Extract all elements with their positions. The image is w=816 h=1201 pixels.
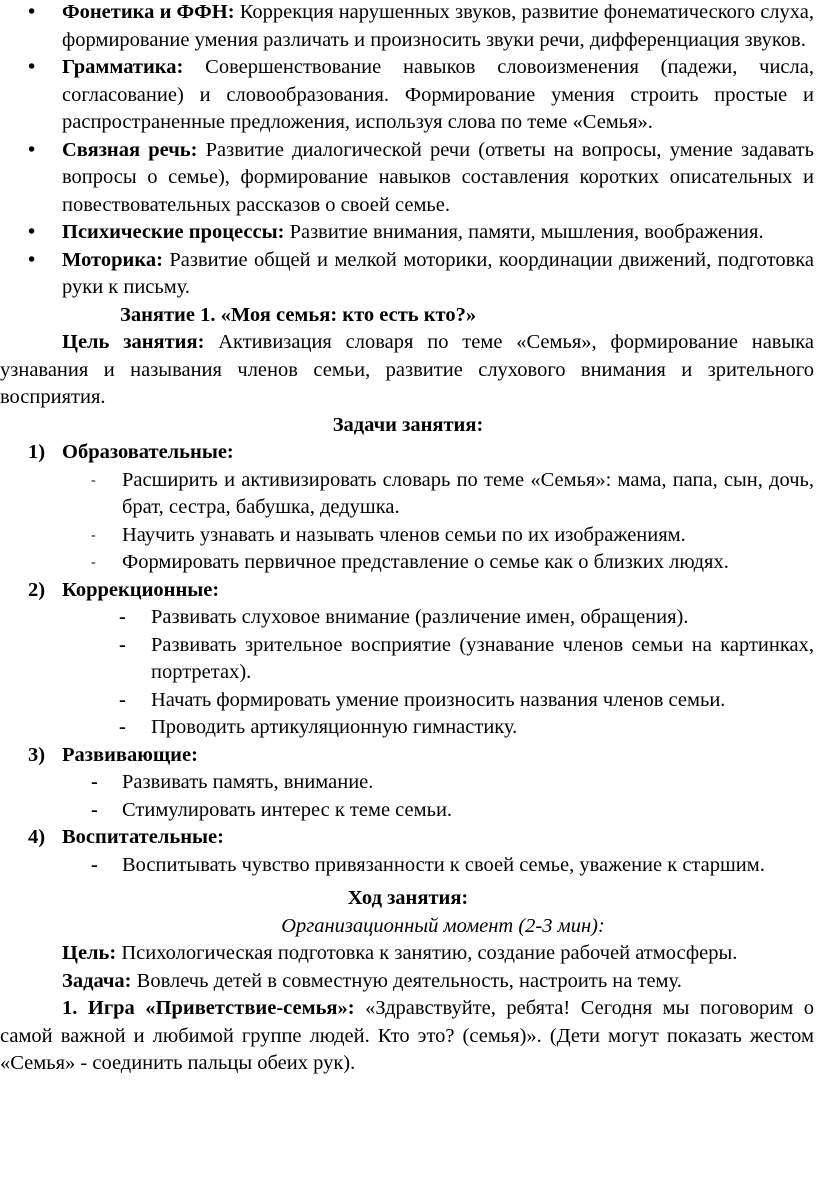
- flow-task-label: Задача:: [62, 969, 132, 992]
- list-item: - Формировать первичное представление о семье как о близких людях.: [0, 549, 816, 577]
- bullet-icon: •: [28, 1, 36, 23]
- tasks-heading: Задачи занятия:: [332, 413, 484, 436]
- goal-text: Развитие диалогической речи (ответы на вопросы, умение задавать вопросы о семье), формирование навыков составления коротких описательных и повествовательных рассказов о своей семье.: [62, 138, 814, 216]
- bullet-icon: •: [28, 56, 36, 78]
- flow-game-label: 1. Игра «Приветствие-семья»:: [62, 997, 355, 1019]
- task-group-upbringing: 4) Воспитательные:: [28, 826, 224, 848]
- flow-game: [0, 995, 816, 1078]
- bullet-icon: •: [28, 138, 36, 161]
- flow-aim: [0, 940, 816, 968]
- list-item: [0, 247, 816, 302]
- list-item: - Научить узнавать и называть членов семьи по их изображениям.: [0, 522, 816, 550]
- aim-text: Активизация словаря по теме «Семья», формирование навыка узнавания и называния членов семьи, развитие слухового внимания и зрительного восприятия.: [0, 331, 815, 408]
- dash-icon: -: [91, 472, 96, 488]
- list-item: [0, 137, 816, 220]
- flow-stage: Организационный момент (2-3 мин):: [281, 914, 605, 937]
- task-group-educational: 1) Образовательные:: [28, 441, 234, 463]
- flow-task: [0, 968, 816, 996]
- list-item: - Развивать память, внимание.: [0, 769, 816, 797]
- list-item: - Развивать слуховое внимание (различение имен, обращения).: [0, 604, 816, 632]
- list-item: - Расширить и активизировать словарь по теме «Семья»: мама, папа, сын, дочь, брат, сестра, бабушка, дедушка.: [91, 468, 814, 518]
- goal-text: Развитие внимания, памяти, мышления, воображения.: [284, 221, 764, 243]
- bullet-icon: •: [28, 248, 36, 271]
- lesson-title: Занятие 1. «Моя семья: кто есть кто?»: [120, 303, 477, 326]
- goal-label: Психические процессы:: [62, 221, 285, 243]
- goals-list: [0, 0, 816, 302]
- dash-icon: -: [91, 853, 98, 876]
- dash-icon: -: [119, 716, 126, 738]
- goal-label: Связная речь:: [62, 138, 198, 161]
- flow-aim-label: Цель:: [62, 942, 117, 964]
- task-group-developmental: 3) Развивающие:: [28, 743, 198, 766]
- list-item: - Стимулировать интерес к теме семьи.: [0, 797, 816, 825]
- flow-game-text: «Здравствуйте, ребята! Сегодня мы поговорим о самой важной и любимой группе людей. Кто это? (семья)». (Дети могут показать жестом «Семья» - соединить пальцы обеих рук).: [0, 997, 814, 1074]
- flow-heading: Ход занятия:: [347, 887, 469, 909]
- dash-icon: -: [91, 555, 96, 570]
- dash-icon: -: [91, 798, 98, 821]
- list-item: - Проводить артикуляционную гимнастику.: [0, 714, 816, 742]
- flow-task-text: Вовлечь детей в совместную деятельность, настроить на тему.: [131, 969, 682, 992]
- goal-label: Моторика:: [62, 248, 163, 271]
- dash-icon: -: [91, 527, 96, 543]
- dash-icon: -: [119, 633, 126, 656]
- goal-text: Совершенствование навыков словоизменения (падежи, числа, согласование) и словообразования. Формирование умения строить простые и распространенные предложения, используя слова по теме «Семья».: [62, 56, 814, 133]
- dash-icon: -: [91, 771, 98, 793]
- list-item: [0, 0, 816, 54]
- lesson-aim: [0, 329, 816, 412]
- list-item: - Воспитывать чувство привязанности к своей семье, уважение к старшим.: [0, 852, 816, 880]
- list-item: - Начать формировать умение произносить названия членов семьи.: [0, 687, 816, 715]
- aim-label: Цель занятия:: [62, 331, 205, 353]
- goal-text: Развитие общей и мелкой моторики, координации движений, подготовка руки к письму.: [62, 248, 814, 298]
- list-item: - Развивать зрительное восприятие (узнавание членов семьи на картинках, портретах).: [119, 633, 814, 683]
- list-item: [0, 219, 816, 247]
- dash-icon: -: [119, 606, 126, 628]
- goal-label: Фонетика и ФФН:: [62, 1, 235, 23]
- goal-text: Коррекция нарушенных звуков, развитие фонематического слуха, формирование умения различать и произносить звуки речи, дифференциация звуков.: [62, 1, 814, 51]
- list-item: [0, 54, 816, 137]
- bullet-icon: •: [28, 221, 36, 243]
- dash-icon: -: [119, 688, 126, 711]
- flow-aim-text: Психологическая подготовка к занятию, создание рабочей атмосферы.: [116, 942, 738, 964]
- task-group-correctional: 2) Коррекционные:: [28, 578, 220, 601]
- goal-label: Грамматика:: [62, 56, 184, 78]
